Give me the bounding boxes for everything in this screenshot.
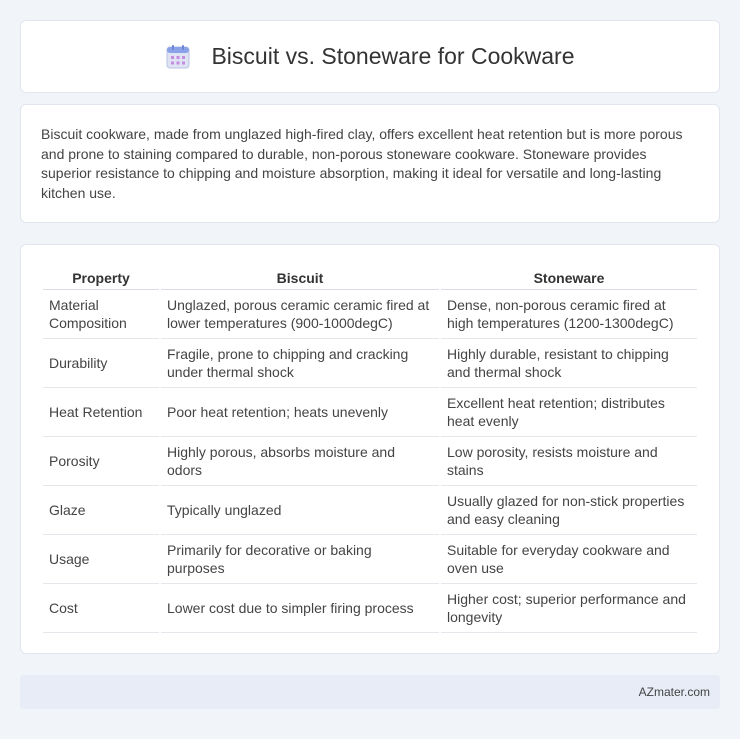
table-row xyxy=(43,486,697,535)
stoneware-cell: Higher cost; superior performance and longevity xyxy=(441,584,697,633)
stoneware-cell: Dense, non-porous ceramic fired at high temperatures (1200-1300degC) xyxy=(441,290,697,339)
comparison-table-card xyxy=(20,244,720,654)
table-row xyxy=(43,290,697,339)
table-row xyxy=(43,437,697,486)
stoneware-cell: Usually glazed for non-stick properties and easy cleaning xyxy=(441,486,697,535)
biscuit-cell: Primarily for decorative or baking purposes xyxy=(161,535,439,584)
table-header-row xyxy=(43,265,697,290)
biscuit-cell: Highly porous, absorbs moisture and odors xyxy=(161,437,439,486)
biscuit-cell: Unglazed, porous ceramic ceramic fired at lower temperatures (900-1000degC) xyxy=(161,290,439,339)
footer-brand[interactable]: AZmater.com xyxy=(638,685,710,699)
property-cell: Porosity xyxy=(43,437,159,486)
header-stoneware: Stoneware xyxy=(441,265,697,290)
stoneware-cell: Excellent heat retention; distributes heat evenly xyxy=(441,388,697,437)
table-row xyxy=(43,535,697,584)
table-row xyxy=(43,388,697,437)
header-property: Property xyxy=(43,265,159,290)
intro-card xyxy=(20,104,720,223)
property-cell: Glaze xyxy=(43,486,159,535)
calendar-icon xyxy=(165,44,191,70)
title-card xyxy=(20,20,720,93)
header-biscuit: Biscuit xyxy=(161,265,439,290)
stoneware-cell: Low porosity, resists moisture and stains xyxy=(441,437,697,486)
footer xyxy=(20,675,720,709)
table-row xyxy=(43,339,697,388)
stoneware-cell: Highly durable, resistant to chipping and thermal shock xyxy=(441,339,697,388)
table-row xyxy=(43,584,697,633)
property-cell: Durability xyxy=(43,339,159,388)
biscuit-cell: Poor heat retention; heats unevenly xyxy=(161,388,439,437)
page-title: Biscuit vs. Stoneware for Cookware xyxy=(211,43,575,69)
property-cell: Material Composition xyxy=(43,290,159,339)
biscuit-cell: Lower cost due to simpler firing process xyxy=(161,584,439,633)
biscuit-cell: Fragile, prone to chipping and cracking under thermal shock xyxy=(161,339,439,388)
stoneware-cell: Suitable for everyday cookware and oven use xyxy=(441,535,697,584)
property-cell: Cost xyxy=(43,584,159,633)
biscuit-cell: Typically unglazed xyxy=(161,486,439,535)
property-cell: Heat Retention xyxy=(43,388,159,437)
intro-text: Biscuit cookware, made from unglazed high-fired clay, offers excellent heat retention but is more porous and prone to staining compared to durable, non-porous stoneware cookware. Stoneware provides superior resistance to chipping and moisture absorption, making it ideal for versatile and long-lasting kitchen use. xyxy=(41,126,683,201)
comparison-table xyxy=(41,265,699,633)
property-cell: Usage xyxy=(43,535,159,584)
